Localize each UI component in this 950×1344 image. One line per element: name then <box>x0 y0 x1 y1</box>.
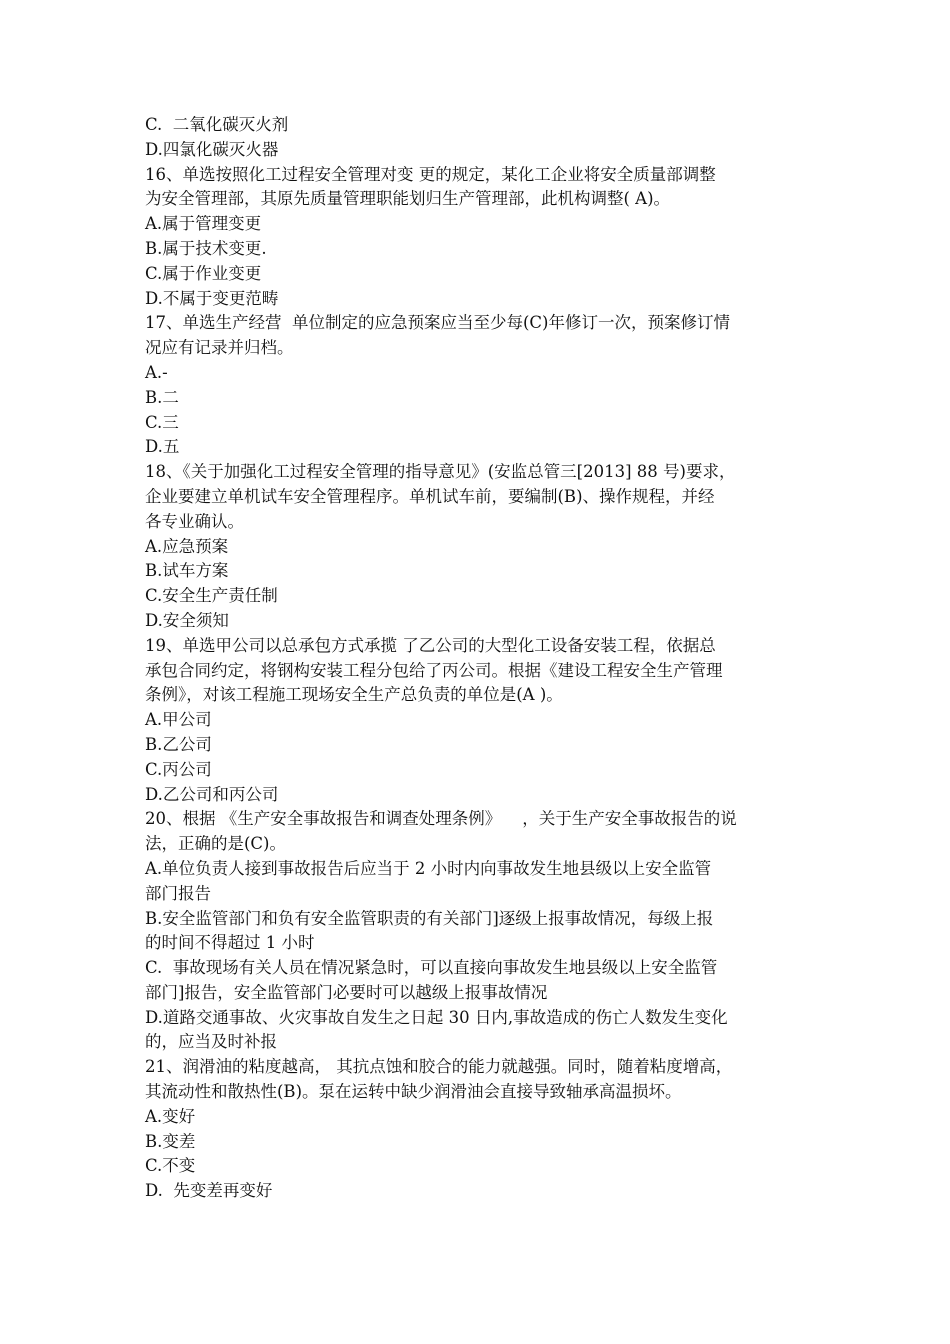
option-c: C.三 <box>145 412 179 432</box>
option-b: B.二 <box>145 387 179 407</box>
option-b: B.属于技术变更. <box>145 238 267 258</box>
option-c: C.属于作业变更 <box>145 263 262 283</box>
option-c: C.不变 <box>145 1156 196 1176</box>
option-d: D. 先变差再变好 <box>145 1181 273 1201</box>
question-21-line-1: 21、润滑油的粘度越高， 其抗点蚀和胶合的能力就越强。同时，随着粘度增高， <box>145 1057 733 1077</box>
question-20-line-1: 20、根据 《生产安全事故报告和调查处理条例》 ，关于生产安全事故报告的说 <box>145 809 737 829</box>
option-a-line-2: 部门报告 <box>145 883 211 903</box>
question-19-line-3: 条例》，对该工程施工现场安全生产总负责的单位是(A )。 <box>145 685 563 705</box>
option-a: A.变好 <box>145 1106 196 1126</box>
option-b: B.乙公司 <box>145 734 212 754</box>
question-18-line-1: 18、《关于加强化工过程安全管理的指导意见》(安监总管三[2013] 88 号)要求， <box>145 462 736 482</box>
question-18-line-3: 各专业确认。 <box>145 511 244 531</box>
option-d: D.五 <box>145 437 180 457</box>
option-c: C.安全生产责任制 <box>145 586 278 606</box>
question-18-line-2: 企业要建立单机试车安全管理程序。单机试车前，要编制(B)、操作规程，并经 <box>145 486 715 506</box>
option-b: B.变差 <box>145 1131 196 1151</box>
option-a: A.应急预案 <box>145 536 229 556</box>
question-17-line-2: 况应有记录并归档。 <box>145 338 294 358</box>
option-a: A.- <box>145 362 168 382</box>
option-d: D.安全须知 <box>145 610 229 630</box>
option-a: A.甲公司 <box>145 710 212 730</box>
question-16-line-2: 为安全管理部，其原先质量管理职能划归生产管理部，此机构调整( A)。 <box>145 189 671 209</box>
question-17-line-1: 17、单选生产经营 单位制定的应急预案应当至少每(C)年修订一次，预案修订情 <box>145 313 730 333</box>
text-line: D.四氯化碳灭火器 <box>145 139 279 159</box>
option-b-line-1: B.安全监管部门和负有安全监管职责的有关部门]逐级上报事故情况，每级上报 <box>145 908 714 928</box>
question-21-line-2: 其流动性和散热性(B)。泵在运转中缺少润滑油会直接导致轴承高温损坏。 <box>145 1082 682 1102</box>
option-c-line-1: C. 事故现场有关人员在情况紧急时，可以直接向事故发生地县级以上安全监管 <box>145 958 718 978</box>
question-16-line-1: 16、单选按照化工过程安全管理对变 更的规定，某化工企业将安全质量部调整 <box>145 164 716 184</box>
option-d-line-2: 的，应当及时补报 <box>145 1032 277 1052</box>
option-b: B.试车方案 <box>145 561 229 581</box>
option-d-line-1: D.道路交通事故、火灾事故自发生之日起 30 日内,事故造成的伤亡人数发生变化 <box>145 1007 728 1027</box>
document-body <box>145 113 810 1204</box>
option-d: D.不属于变更范畴 <box>145 288 279 308</box>
question-20-line-2: 法，正确的是(C)。 <box>145 834 286 854</box>
option-b-line-2: 的时间不得超过 1 小时 <box>145 933 315 953</box>
option-c-line-2: 部门]报告，安全监管部门必要时可以越级上报事故情况 <box>145 982 548 1002</box>
option-c: C.丙公司 <box>145 759 212 779</box>
text-line: C. 二氧化碳灭火剂 <box>145 115 289 134</box>
option-d: D.乙公司和丙公司 <box>145 784 279 804</box>
question-19-line-2: 承包合同约定，将钢构安装工程分包给了丙公司。根据《建设工程安全生产管理 <box>145 660 723 680</box>
option-a: A.属于管理变更 <box>145 214 262 234</box>
option-a-line-1: A.单位负责人接到事故报告后应当于 2 小时内向事故发生地县级以上安全监管 <box>145 858 712 878</box>
question-19-line-1: 19、单选甲公司以总承包方式承揽 了乙公司的大型化工设备安装工程，依据总 <box>145 635 716 655</box>
